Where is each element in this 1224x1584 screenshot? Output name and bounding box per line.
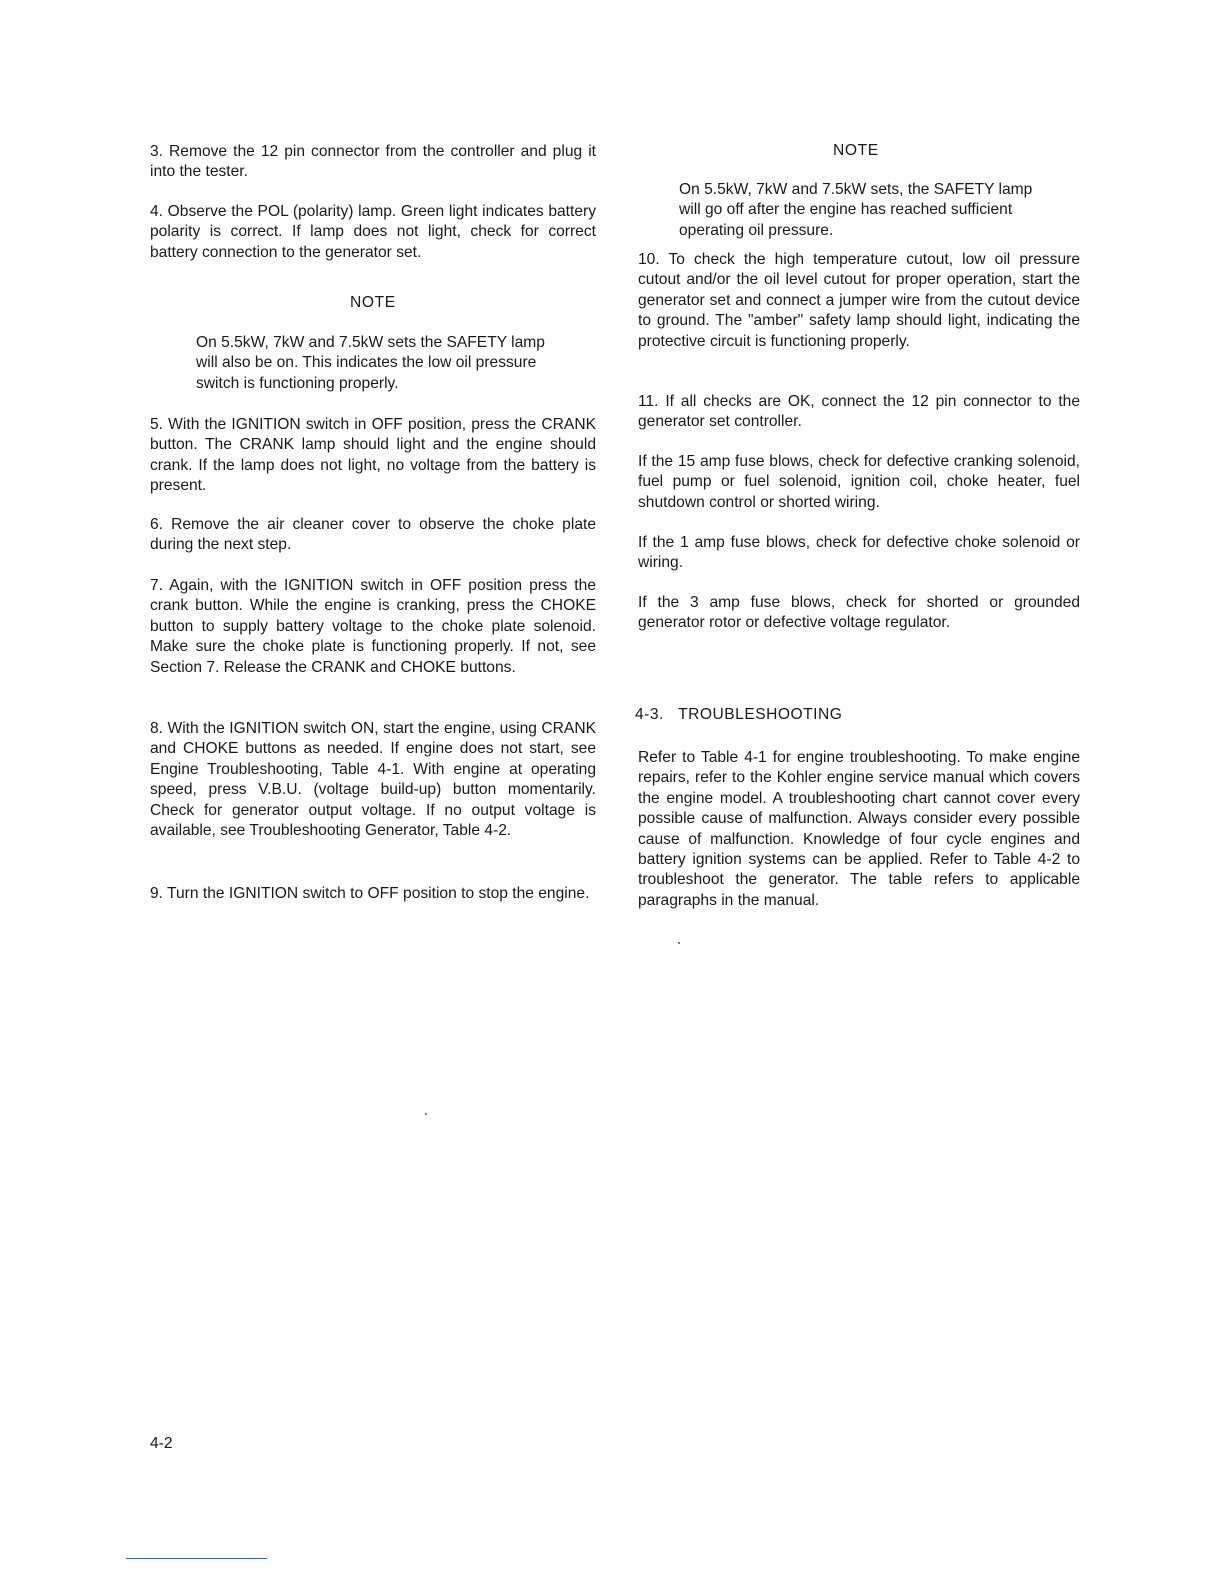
note-heading: NOTE bbox=[833, 142, 879, 159]
note-heading: NOTE bbox=[350, 294, 396, 311]
fuse-1-amp-paragraph: If the 1 amp fuse blows, check for defective choke solenoid or wiring. bbox=[638, 534, 1080, 572]
scan-speck bbox=[425, 1113, 427, 1115]
footer-rule bbox=[126, 1558, 267, 1559]
page-number: 4-2 bbox=[150, 1435, 173, 1452]
fuse-3-amp-paragraph: If the 3 amp fuse blows, check for shorted or grounded generator rotor or defective voltage regulator. bbox=[638, 594, 1080, 632]
step-4: 4. Observe the POL (polarity) lamp. Green light indicates battery polarity is correct. If lamp does not light, check for correct battery connection to the generator set. bbox=[150, 203, 596, 261]
note-text: On 5.5kW, 7kW and 7.5kW sets the SAFETY lamp will also be on. This indicates the low oil pressure switch is functioning properly. bbox=[196, 334, 545, 392]
step-11: 11. If all checks are OK, connect the 12 pin connector to the generator set controller. bbox=[638, 393, 1080, 431]
scan-speck bbox=[678, 942, 680, 944]
step-7: 7. Again, with the IGNITION switch in OFF position press the crank button. While the engine is cranking, press the CHOKE button to supply battery voltage to the choke plate solenoid. Make sure the choke plate is functioning properly. If not, see Section 7. Release the CRANK and CHOKE buttons. bbox=[150, 577, 596, 676]
step-6: 6. Remove the air cleaner cover to observe the choke plate during the next step. bbox=[150, 516, 596, 554]
note-text: On 5.5kW, 7kW and 7.5kW sets, the SAFETY lamp will go off after the engine has reached sufficient operating oil pressure. bbox=[679, 181, 1033, 239]
fuse-15-amp-paragraph: If the 15 amp fuse blows, check for defective cranking solenoid, fuel pump or fuel solenoid, ignition coil, choke heater, fuel shutdown control or shorted wiring. bbox=[638, 453, 1080, 511]
step-10: 10. To check the high temperature cutout, low oil pressure cutout and/or the oil level cutout for proper operation, start the generator set and connect a jumper wire from the cutout device to ground. The "amber" safety lamp should light, indicating the protective circuit is functioning properly. bbox=[638, 251, 1080, 350]
step-3: 3. Remove the 12 pin connector from the controller and plug it into the tester. bbox=[150, 143, 596, 181]
step-8: 8. With the IGNITION switch ON, start the engine, using CRANK and CHOKE buttons as needed. If engine does not start, see Engine Troubleshooting, Table 4-1. With engine at operating speed, press V.B.U. (voltage build-up) button momentarily. Check for generator output voltage. If no output voltage is available, see Troubleshooting Generator, Table 4-2. bbox=[150, 720, 596, 840]
section-text: Refer to Table 4-1 for engine troubleshooting. To make engine repairs, refer to the Kohler engine service manual which covers the engine model. A troubleshooting chart cannot cover every possible cause of malfunction. Always consider every possible cause of malfunction. Knowledge of four cycle engines and battery ignition systems can be applied. Refer to Table 4-2 to troubleshoot the generator. The table refers to applicable paragraphs in the manual. bbox=[638, 749, 1080, 909]
section-heading: 4-3. TROUBLESHOOTING bbox=[635, 706, 843, 723]
step-5: 5. With the IGNITION switch in OFF position, press the CRANK button. The CRANK lamp should light and the engine should crank. If the lamp does not light, no voltage from the battery is present. bbox=[150, 416, 596, 495]
step-9: 9. Turn the IGNITION switch to OFF position to stop the engine. bbox=[150, 885, 590, 902]
